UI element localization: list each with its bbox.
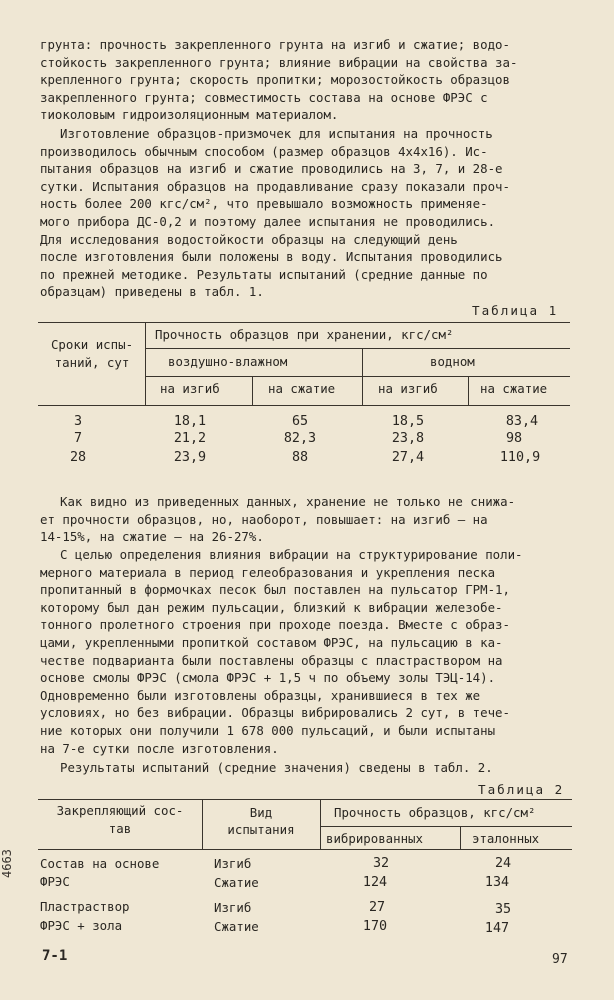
- text-line: грунта: прочность закрепленного грунта на изгиб и сжатие; водо-: [40, 37, 510, 52]
- table1-cell: 83,4: [505, 414, 539, 429]
- table1-vrule: [362, 348, 363, 406]
- table2-cell: 27: [368, 900, 386, 915]
- table1-head-bottom-rule: [38, 405, 570, 406]
- table2-head-composition: Закрепляющий сос- тав: [56, 803, 184, 836]
- table1-cell: 18,5: [391, 414, 425, 429]
- text-line: по прежней методике. Результаты испытаний (средние данные по: [40, 266, 488, 282]
- text-line: условиях, но без вибрации. Образцы вибрировались 2 сут, в тече-: [40, 705, 510, 721]
- text-line: на 7-е сутки после изготовления.: [40, 740, 279, 756]
- text-line: С целью определения влияния вибрации на структурирование поли-: [60, 547, 523, 562]
- text-line: закрепленного грунта; совместимость состава на основе ФРЭС с: [40, 89, 488, 105]
- text-line: тонного пролетного строения при проходе поезда. Вместе с образ-: [40, 617, 510, 633]
- table1-cell: 21,2: [173, 431, 207, 446]
- table2-cell: ФРЭС + зола: [40, 918, 123, 933]
- table1-col-head: Сроки испы- таний, сут: [50, 337, 134, 370]
- text-line: Для исследования водостойкости образцы на следующий день: [40, 231, 458, 247]
- table1-cell: 110,9: [499, 450, 541, 465]
- paragraph-vibration: [40, 546, 570, 757]
- text-line: цами, укрепленными пропиткой составом ФРЭС, на пульсацию в ка-: [40, 634, 503, 650]
- table2-vrule: [202, 799, 203, 849]
- table1-cell: 3: [73, 414, 83, 429]
- paragraph-intro: [40, 36, 570, 124]
- table2-head-test: Вид испытания: [227, 805, 295, 837]
- side-number: 4663: [0, 849, 14, 878]
- text-line: мого прибора ДС-0,2 и поэтому далее испытания не проводились.: [40, 213, 496, 229]
- table2-cell: Изгиб: [214, 900, 252, 915]
- table2-sub-vibrated: вибрированных: [326, 831, 423, 846]
- table1-top-rule: [38, 322, 570, 323]
- text-line: сутки. Испытания образцов на продавливание сразу показали проч-: [40, 178, 510, 194]
- text-line: мерного материала в период гелеобразования и укрепления песка: [40, 564, 496, 580]
- table1-group-head: Прочность образцов при хранении, кгс/см²: [155, 327, 454, 342]
- table2-cell: 24: [494, 856, 512, 871]
- table1-cell: 23,9: [173, 450, 207, 465]
- table2-caption: Таблица 2: [478, 782, 565, 797]
- signature-mark: 7-1: [42, 948, 68, 964]
- paragraph-results2: Результаты испытаний (средние значения) сведены в табл. 2.: [60, 760, 493, 775]
- table2-cell: Сжатие: [214, 919, 259, 934]
- table2-cell: 32: [372, 856, 390, 871]
- table1-col: на сжатие: [268, 381, 336, 396]
- table2-cell: ФРЭС: [40, 874, 70, 889]
- table1-vrule: [252, 376, 253, 406]
- text-line: ние которых они получили 1 678 000 пульсаций, и были испытаны: [40, 722, 496, 738]
- table1-group-rule: [145, 348, 570, 349]
- text-line: честве подварианта были поставлены образцы с пластраствором на: [40, 652, 503, 668]
- text-line: которому был дан режим пульсации, близкий к вибрации железобе-: [40, 599, 503, 615]
- text-line: тиоколовым гидроизоляционным материалом.: [40, 107, 339, 123]
- table2-cell: 124: [362, 875, 388, 890]
- table1-sub-water: водном: [430, 354, 475, 369]
- text-line: Изготовление образцов-призмочек для испытания на прочность: [60, 126, 493, 141]
- text-line: образцам) приведены в табл. 1.: [40, 284, 264, 300]
- table2-cell: Состав на основе: [40, 856, 160, 871]
- table2-cell: 35: [494, 902, 512, 917]
- table1-cell: 65: [291, 414, 309, 429]
- text-line: 14-15%, на сжатие – на 26-27%.: [40, 529, 264, 545]
- table1-cell: 82,3: [283, 431, 317, 446]
- table2-head-strength: Прочность образцов, кгс/см²: [334, 805, 536, 820]
- page-number: 97: [552, 952, 568, 967]
- table2-cell: 147: [484, 921, 510, 936]
- table1-col: на изгиб: [378, 381, 438, 396]
- text-line: ет прочности образцов, но, наоборот, повышает: на изгиб – на: [40, 511, 488, 527]
- table2-top-rule: [38, 799, 572, 800]
- table1-cell: 18,1: [173, 414, 207, 429]
- table2-cell: Сжатие: [214, 875, 259, 890]
- table2-cell: 170: [362, 919, 388, 934]
- text-line: производилось обычным способом (размер образцов 4x4x16). Ис-: [40, 143, 488, 159]
- text-line: Одновременно были изготовлены образцы, хранившиеся в тех же: [40, 687, 481, 703]
- text-line: стойкость закрепленного грунта; влияние вибрации на свойства за-: [40, 54, 518, 70]
- table2-cell: Изгиб: [214, 856, 252, 871]
- table1-sub-air: воздушно-влажном: [168, 354, 288, 369]
- table1-cell: 27,4: [391, 450, 425, 465]
- table2-cell: Пластраствор: [40, 899, 130, 914]
- text-line: пытания образцов на изгиб и сжатие проводились на 3, 7, и 28-е: [40, 161, 503, 177]
- table1-cell: 28: [69, 450, 87, 465]
- table1-cell: 7: [73, 431, 83, 446]
- table1-caption: Таблица 1: [472, 303, 559, 318]
- paragraph-method: [40, 125, 570, 301]
- table1-cell: 23,8: [391, 431, 425, 446]
- table1-vrule: [145, 322, 146, 406]
- table1-cell: 98: [505, 431, 523, 446]
- text-line: ность более 200 кгс/см², что превышало возможность применяе-: [40, 196, 488, 212]
- table1-col: на сжатие: [480, 381, 548, 396]
- table2-head-bottom-rule: [38, 849, 572, 850]
- table2-cell: 134: [484, 875, 510, 890]
- text-line: крепленного грунта; скорость пропитки; морозостойкость образцов: [40, 72, 510, 88]
- paragraph-results1: [40, 493, 570, 546]
- text-line: Как видно из приведенных данных, хранение не только не снижа-: [60, 494, 516, 509]
- table1-vrule: [468, 376, 469, 406]
- table2-sub-reference: эталонных: [472, 831, 540, 846]
- table1-sub-rule: [145, 376, 570, 377]
- table1-col: на изгиб: [160, 381, 220, 396]
- text-line: основе смолы ФРЭС (смола ФРЭС + 1,5 ч по объему золы ТЭЦ-14).: [40, 670, 496, 686]
- table1-cell: 88: [291, 450, 309, 465]
- text-line: после изготовления были положены в воду. Испытания проводились: [40, 249, 503, 265]
- text-line: пропитанный в формочках песок был поставлен на пульсатор ГРМ-1,: [40, 582, 510, 598]
- table2-group-rule: [320, 826, 572, 827]
- table2-vrule: [320, 799, 321, 849]
- table2-vrule: [460, 826, 461, 849]
